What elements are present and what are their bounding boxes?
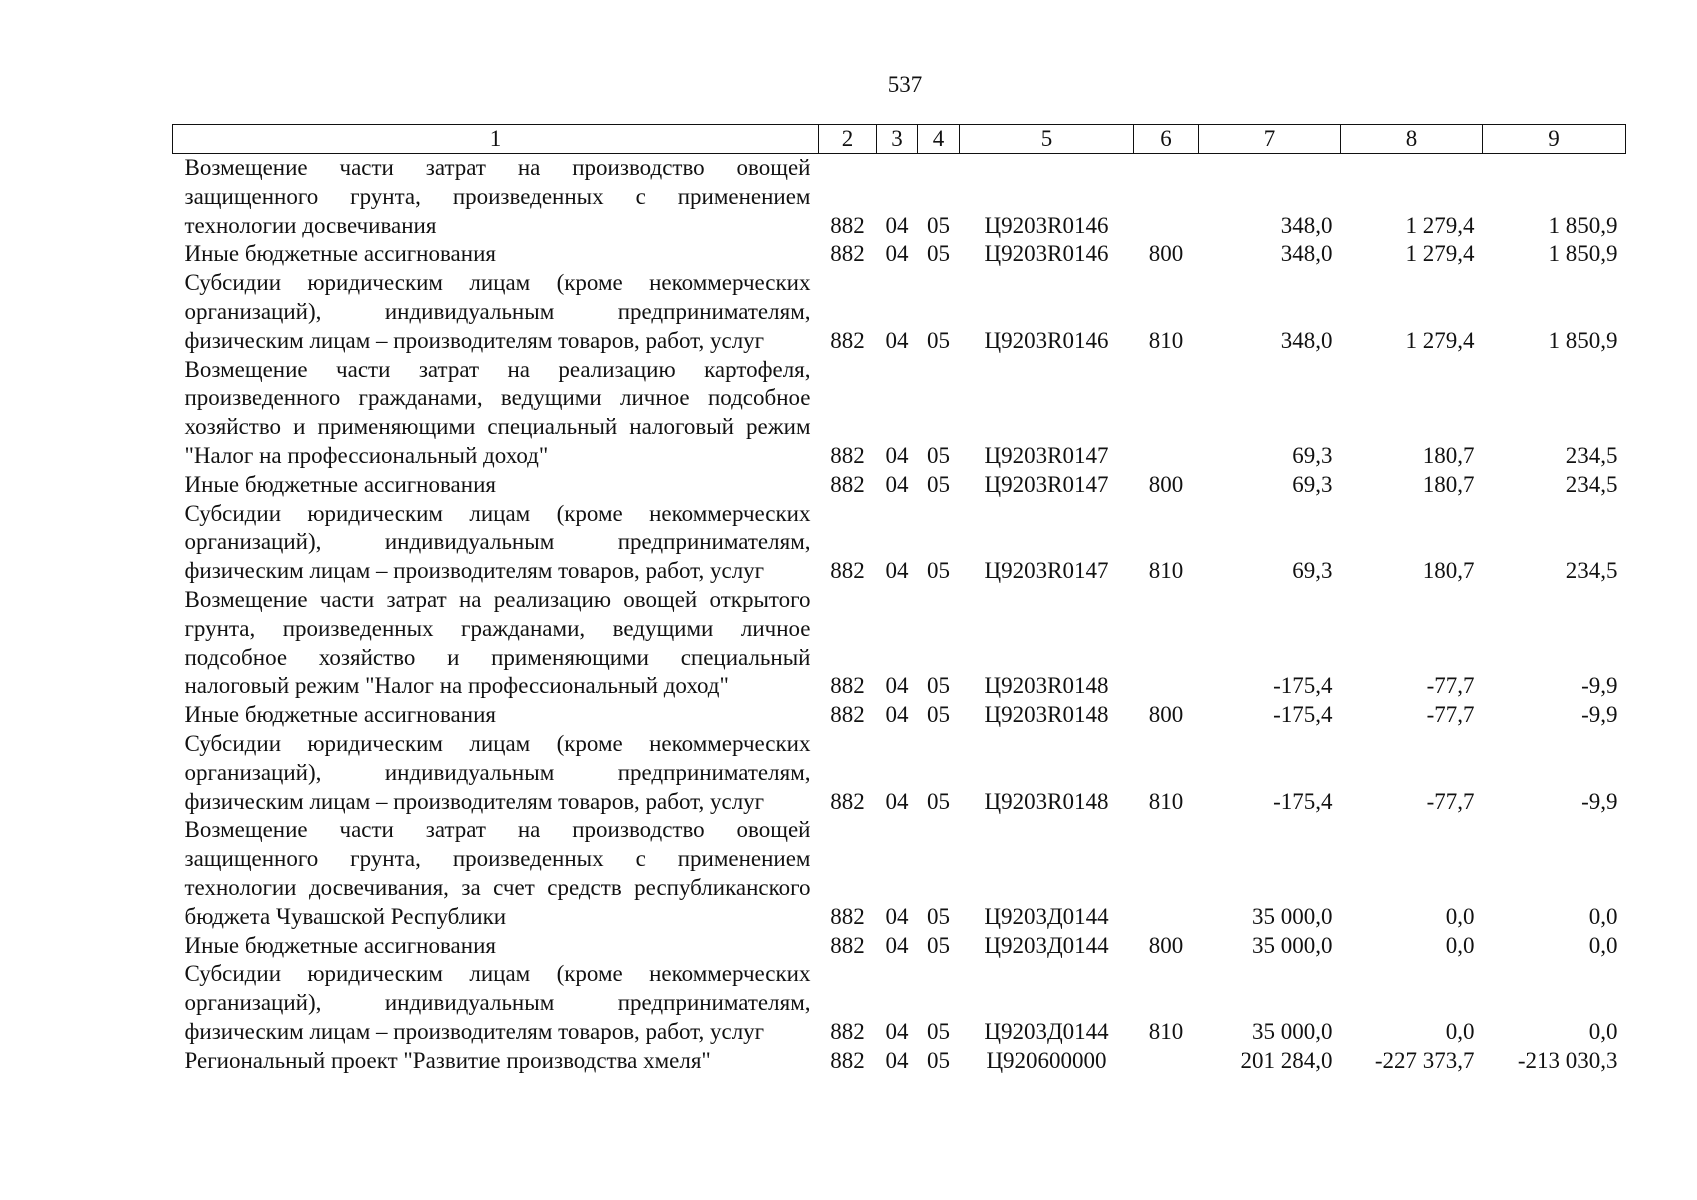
cell-amount-col7: 69,3	[1292, 471, 1333, 497]
cell-subsection-code: 05	[927, 673, 950, 699]
cell-amount-col7: 348,0	[1280, 241, 1333, 267]
cell-amount-col8: -227 373,7	[1374, 1047, 1475, 1073]
cell-subsection-code: 05	[927, 471, 950, 497]
cell-amount-col8: 0,0	[1445, 932, 1475, 958]
cell-section-code: 04	[885, 442, 909, 468]
cell-target-article: Ц9203R0147	[984, 442, 1109, 468]
cell-description: Иные бюджетные ассигнования	[184, 932, 496, 958]
cell-subsection-code: 05	[927, 1018, 950, 1044]
cell-subsection-code: 05	[927, 1047, 950, 1073]
cell-ministry-code: 882	[830, 327, 865, 353]
cell-subsection-code: 05	[927, 903, 950, 929]
cell-amount-col9: 0,0	[1588, 1018, 1618, 1044]
cell-ministry-code: 882	[830, 788, 865, 814]
cell-section-code: 04	[885, 788, 909, 814]
cell-description: Субсидии юридическим лицам (кроме некоммерческих организаций), индивидуальным предпринимателям, физическим лицам – производителям товаров, работ, услуг	[184, 270, 811, 353]
header-col-4: 4	[918, 125, 960, 154]
cell-section-code: 04	[885, 558, 909, 584]
cell-amount-col9: 1 850,9	[1548, 212, 1618, 238]
cell-ministry-code: 882	[830, 903, 865, 929]
cell-section-code: 04	[885, 932, 909, 958]
table-row	[173, 586, 1626, 701]
table-row	[173, 500, 1626, 586]
budget-table-container	[172, 124, 1625, 1076]
cell-description: Субсидии юридическим лицам (кроме некоммерческих организаций), индивидуальным предпринимателям, физическим лицам – производителям товаров, работ, услуг	[184, 730, 811, 814]
cell-amount-col9: 1 850,9	[1548, 327, 1618, 353]
cell-expense-type: 800	[1148, 241, 1184, 267]
cell-amount-col8: -77,7	[1426, 673, 1475, 699]
cell-section-code: 04	[885, 1047, 909, 1073]
cell-amount-col8: -77,7	[1426, 702, 1475, 728]
header-col-9: 9	[1483, 125, 1626, 154]
cell-amount-col9: 234,5	[1565, 558, 1618, 584]
cell-expense-type: 810	[1148, 327, 1184, 353]
table-row	[173, 154, 1626, 241]
cell-amount-col8: 180,7	[1422, 471, 1475, 497]
cell-expense-type: 810	[1148, 1018, 1184, 1044]
cell-subsection-code: 05	[927, 241, 950, 267]
cell-ministry-code: 882	[830, 702, 865, 728]
cell-description: Региональный проект "Развитие производства хмеля"	[184, 1047, 711, 1073]
cell-subsection-code: 05	[927, 327, 950, 353]
header-col-7: 7	[1199, 125, 1341, 154]
cell-section-code: 04	[885, 327, 909, 353]
cell-amount-col7: 201 284,0	[1240, 1047, 1333, 1073]
cell-subsection-code: 05	[927, 212, 950, 238]
table-row	[173, 269, 1626, 355]
table-body	[173, 154, 1626, 1076]
cell-amount-col9: 234,5	[1565, 471, 1618, 497]
cell-amount-col9: 1 850,9	[1548, 241, 1618, 267]
cell-target-article: Ц9203Д0144	[984, 1018, 1109, 1044]
cell-target-article: Ц920600000	[986, 1047, 1107, 1073]
cell-description: Иные бюджетные ассигнования	[184, 471, 496, 497]
cell-amount-col8: -77,7	[1426, 788, 1475, 814]
cell-description: Иные бюджетные ассигнования	[184, 241, 496, 267]
cell-expense-type	[1134, 356, 1199, 471]
header-col-6: 6	[1134, 125, 1199, 154]
cell-amount-col9: 234,5	[1565, 442, 1618, 468]
cell-amount-col9: 0,0	[1588, 932, 1618, 958]
table-row	[173, 816, 1626, 931]
cell-subsection-code: 05	[927, 442, 950, 468]
cell-amount-col8: 1 279,4	[1405, 327, 1475, 353]
cell-target-article: Ц9203Д0144	[984, 932, 1109, 958]
cell-ministry-code: 882	[830, 1047, 865, 1073]
cell-ministry-code: 882	[830, 932, 865, 958]
cell-ministry-code: 882	[830, 241, 865, 267]
table-row	[173, 471, 1626, 500]
cell-target-article: Ц9203R0148	[984, 673, 1109, 699]
cell-section-code: 04	[885, 673, 909, 699]
cell-subsection-code: 05	[927, 702, 950, 728]
cell-description: Возмещение части затрат на производство овощей защищенного грунта, произведенных с применением технологии досвечивания, за счет средств республиканского бюджета Чувашской Республики	[184, 817, 811, 929]
cell-amount-col9: 0,0	[1588, 903, 1618, 929]
cell-expense-type	[1134, 816, 1199, 931]
cell-target-article: Ц9203R0147	[984, 558, 1109, 584]
cell-section-code: 04	[885, 212, 909, 238]
cell-subsection-code: 05	[927, 932, 950, 958]
cell-expense-type: 800	[1148, 702, 1184, 728]
cell-section-code: 04	[885, 1018, 909, 1044]
cell-ministry-code: 882	[830, 442, 865, 468]
cell-ministry-code: 882	[830, 471, 865, 497]
cell-amount-col7: 348,0	[1280, 327, 1333, 353]
cell-expense-type: 800	[1148, 932, 1184, 958]
table-header-row	[173, 125, 1626, 154]
cell-amount-col7: 348,0	[1280, 212, 1333, 238]
cell-subsection-code: 05	[927, 558, 950, 584]
cell-expense-type: 810	[1148, 788, 1184, 814]
cell-description: Возмещение части затрат на производство овощей защищенного грунта, произведенных с применением технологии досвечивания	[184, 155, 811, 238]
cell-amount-col8: 1 279,4	[1405, 212, 1475, 238]
cell-description: Субсидии юридическим лицам (кроме некоммерческих организаций), индивидуальным предпринимателям, физическим лицам – производителям товаров, работ, услуг	[184, 961, 811, 1044]
cell-amount-col8: 0,0	[1445, 903, 1475, 929]
cell-target-article: Ц9203R0148	[984, 702, 1109, 728]
cell-amount-col9: -9,9	[1581, 673, 1618, 699]
table-row	[173, 240, 1626, 269]
cell-description: Иные бюджетные ассигнования	[184, 702, 496, 728]
cell-ministry-code: 882	[830, 673, 865, 699]
cell-description: Возмещение части затрат на реализацию картофеля, произведенного гражданами, ведущими личное подсобное хозяйство и применяющими специальный налоговый режим "Налог на профессиональный доход"	[184, 356, 811, 468]
cell-amount-col7: 35 000,0	[1252, 1018, 1333, 1044]
cell-target-article: Ц9203R0146	[984, 327, 1109, 353]
table-row	[173, 356, 1626, 471]
header-col-3: 3	[877, 125, 918, 154]
cell-ministry-code: 882	[830, 212, 865, 238]
cell-amount-col8: 0,0	[1445, 1018, 1475, 1044]
cell-amount-col7: -175,4	[1273, 673, 1333, 699]
cell-amount-col8: 180,7	[1422, 558, 1475, 584]
page-number: 537	[887, 72, 923, 97]
cell-amount-col7: 35 000,0	[1252, 903, 1333, 929]
cell-expense-type	[1134, 1047, 1199, 1076]
cell-expense-type: 800	[1148, 471, 1184, 497]
table-row	[173, 730, 1626, 816]
cell-amount-col9: -9,9	[1581, 788, 1618, 814]
cell-description: Возмещение части затрат на реализацию овощей открытого грунта, произведенных гражданами, ведущими личное подсобное хозяйство и применяющими специальный налоговый режим "Налог на профессиональный доход"	[184, 586, 811, 699]
cell-amount-col7: -175,4	[1273, 788, 1333, 814]
cell-ministry-code: 882	[830, 1018, 865, 1044]
cell-amount-col7: 69,3	[1292, 558, 1333, 584]
cell-target-article: Ц9203R0146	[984, 241, 1109, 267]
cell-amount-col7: 35 000,0	[1252, 932, 1333, 958]
header-col-5: 5	[960, 125, 1134, 154]
cell-section-code: 04	[885, 241, 909, 267]
cell-amount-col8: 1 279,4	[1405, 241, 1475, 267]
table-row	[173, 1047, 1626, 1076]
table-row	[173, 701, 1626, 730]
cell-section-code: 04	[885, 903, 909, 929]
cell-amount-col7: 69,3	[1292, 442, 1333, 468]
cell-expense-type: 810	[1148, 558, 1184, 584]
header-col-1: 1	[173, 125, 819, 154]
cell-section-code: 04	[885, 702, 909, 728]
cell-amount-col8: 180,7	[1422, 442, 1475, 468]
cell-section-code: 04	[885, 471, 909, 497]
cell-target-article: Ц9203R0146	[984, 212, 1109, 238]
cell-amount-col9: -213 030,3	[1517, 1047, 1618, 1073]
cell-amount-col7: -175,4	[1273, 702, 1333, 728]
header-col-2: 2	[819, 125, 877, 154]
cell-ministry-code: 882	[830, 558, 865, 584]
table-row	[173, 932, 1626, 961]
header-col-8: 8	[1341, 125, 1483, 154]
cell-target-article: Ц9203R0147	[984, 471, 1109, 497]
cell-description: Субсидии юридическим лицам (кроме некоммерческих организаций), индивидуальным предпринимателям, физическим лицам – производителям товаров, работ, услуг	[184, 500, 811, 584]
cell-subsection-code: 05	[927, 788, 950, 814]
cell-target-article: Ц9203Д0144	[984, 903, 1109, 929]
cell-amount-col9: -9,9	[1581, 702, 1618, 728]
budget-table	[172, 124, 1626, 1076]
cell-target-article: Ц9203R0148	[984, 788, 1109, 814]
cell-expense-type	[1134, 586, 1199, 701]
table-row	[173, 960, 1626, 1046]
cell-expense-type	[1134, 154, 1199, 241]
